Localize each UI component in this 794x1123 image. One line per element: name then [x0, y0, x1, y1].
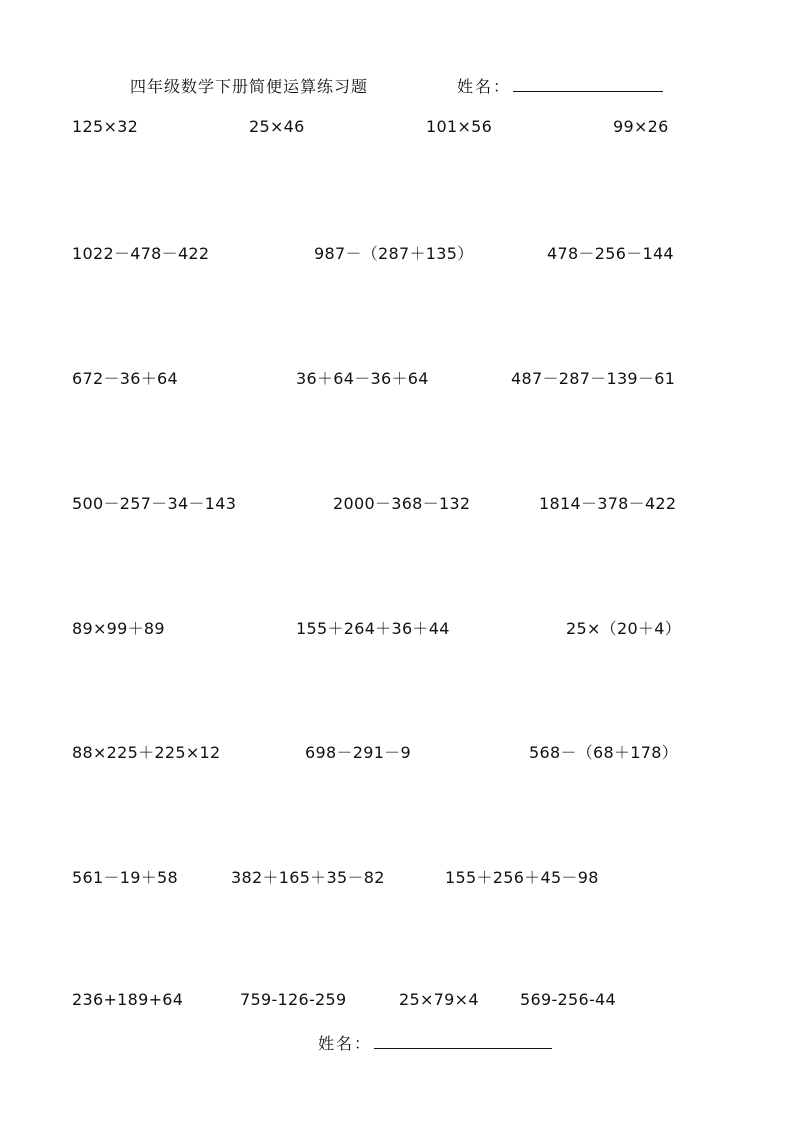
name-blank-line — [513, 77, 663, 92]
problem-6-2: 698－291－9 — [305, 743, 411, 762]
problem-1-1: 125×32 — [72, 117, 139, 136]
problem-5-1: 89×99＋89 — [72, 619, 165, 638]
name-field-top — [457, 74, 663, 97]
problem-4-1: 500－257－34－143 — [72, 494, 237, 513]
name-label: 姓名： — [457, 77, 512, 96]
problem-8-3: 25×79×4 — [399, 990, 479, 1009]
problem-5-3: 25×（20＋4） — [566, 619, 682, 638]
problem-4-2: 2000－368－132 — [333, 494, 471, 513]
problem-7-2: 382＋165＋35－82 — [231, 868, 385, 887]
problem-6-1: 88×225＋225×12 — [72, 743, 221, 762]
problem-8-2: 759-126-259 — [240, 990, 347, 1009]
problem-2-3: 478－256－144 — [547, 244, 674, 263]
problem-3-3: 487－287－139－61 — [511, 369, 676, 388]
name-blank-line — [374, 1034, 552, 1049]
problem-2-2: 987－（287＋135） — [314, 244, 474, 263]
problem-2-1: 1022－478－422 — [72, 244, 210, 263]
problem-3-2: 36＋64－36＋64 — [296, 369, 429, 388]
problem-3-1: 672－36＋64 — [72, 369, 178, 388]
problem-1-2: 25×46 — [249, 117, 305, 136]
problem-7-1: 561－19＋58 — [72, 868, 178, 887]
problem-8-1: 236+189+64 — [72, 990, 184, 1009]
name-field-bottom — [318, 1031, 552, 1054]
problem-6-3: 568－（68＋178） — [529, 743, 679, 762]
problem-7-3: 155＋256＋45－98 — [445, 868, 599, 887]
worksheet-title: 四年级数学下册简便运算练习题 — [130, 77, 369, 96]
problem-8-4: 569-256-44 — [520, 990, 616, 1009]
problem-4-3: 1814－378－422 — [539, 494, 677, 513]
name-label: 姓名： — [318, 1034, 373, 1053]
problem-5-2: 155＋264＋36＋44 — [296, 619, 450, 638]
problem-1-3: 101×56 — [426, 117, 493, 136]
problem-1-4: 99×26 — [613, 117, 669, 136]
